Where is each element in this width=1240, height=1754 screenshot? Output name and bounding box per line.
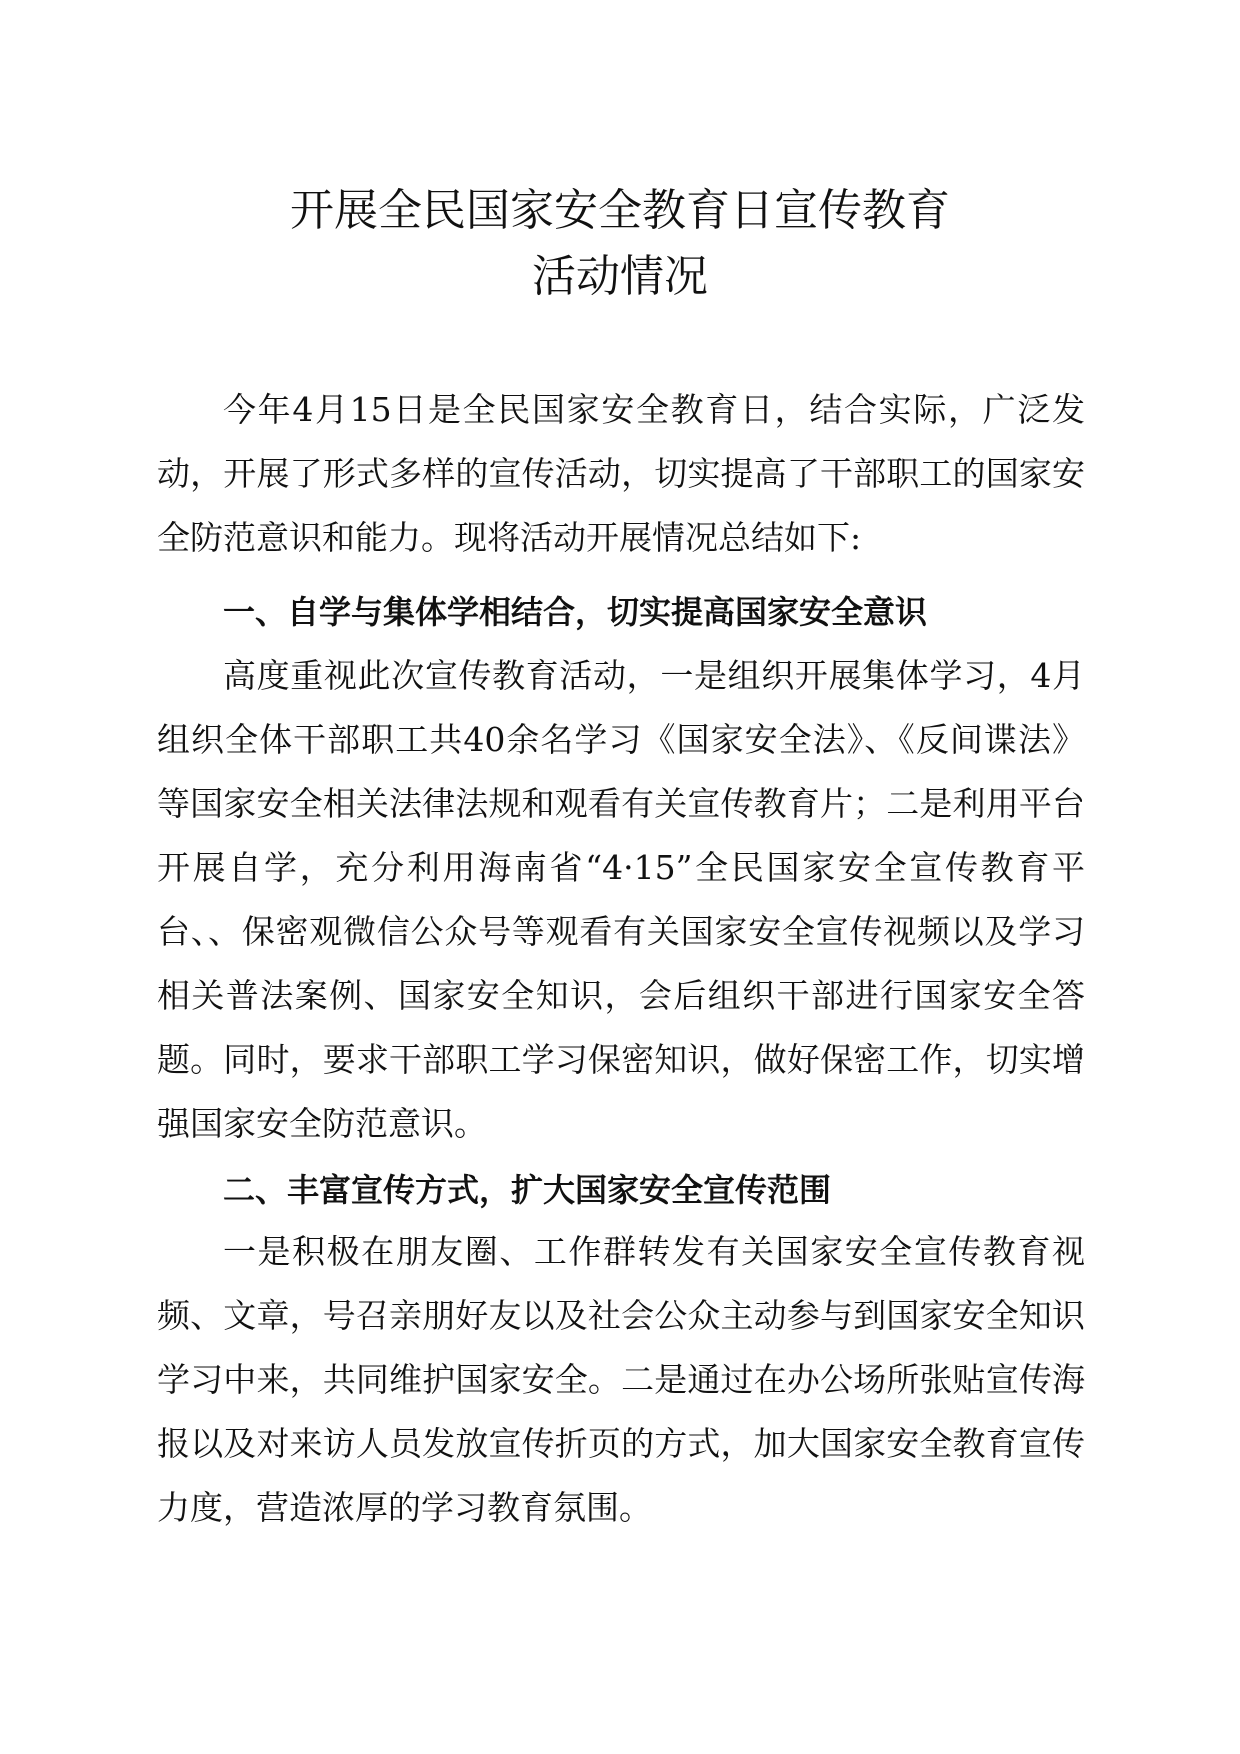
section-1-heading: 一、自学与集体学相结合，切实提高国家安全意识: [223, 593, 928, 631]
section-2-paragraph: 一是积极在朋友圈、工作群转发有关国家安全宣传教育视频、文章，号召亲朋好友以及社会公众主动参与到国家安全知识学习中来，共同维护国家安全。二是通过在办公场所张贴宣传海报以及对来访人员发放宣传折页的方式，加大国家安全教育宣传力度，营造浓厚的学习教育氛围。: [157, 1232, 1085, 1527]
document-title-line-1: 开展全民国家安全教育日宣传教育: [290, 185, 950, 236]
intro-paragraph: 今年4月15日是全民国家安全教育日，结合实际，广泛发动，开展了形式多样的宣传活动，切实提高了干部职工的国家安全防范意识和能力。现将活动开展情况总结如下:: [157, 390, 1085, 557]
section-1-paragraph: 高度重视此次宣传教育活动，一是组织开展集体学习，4月组织全体干部职工共40余名学习《国家安全法》、《反间谍法》等国家安全相关法律法规和观看有关宣传教育片；二是利用平台开展自学，充分利用海南省“4·15”全民国家安全宣传教育平台、、保密观微信公众号等观看有关国家安全宣传视频以及学习相关普法案例、国家安全知识，会后组织干部进行国家安全答题。同时，要求干部职工学习保密知识，做好保密工作，切实增强国家安全防范意识。: [157, 656, 1085, 1143]
section-2-heading: 二、丰富宣传方式，扩大国家安全宣传范围: [223, 1171, 832, 1209]
document-title-line-2: 活动情况: [532, 251, 708, 302]
